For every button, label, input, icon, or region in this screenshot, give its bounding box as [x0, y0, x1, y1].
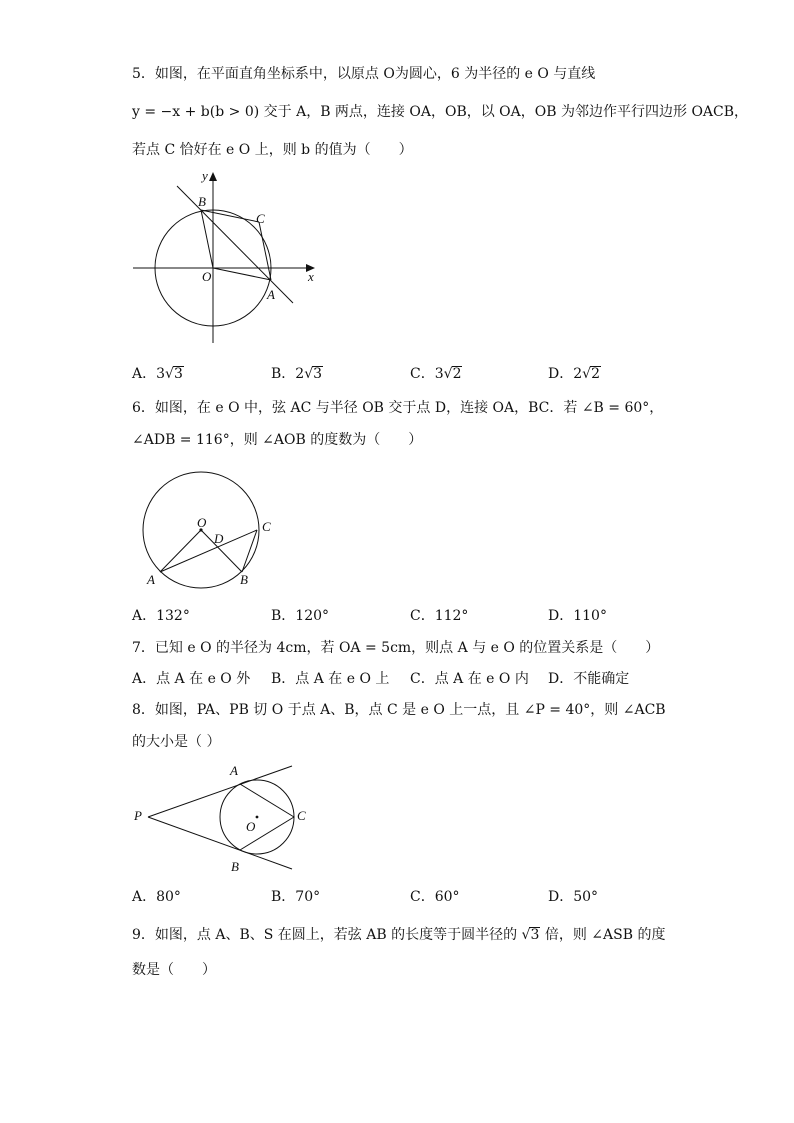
q5-line-1: 5．如图，在平面直角坐标系中，以原点 O为圆心，6 为半径的 e O 与直线 [132, 66, 596, 82]
q6-option-a: A．132° [132, 608, 190, 624]
q6-line-2: ∠ADB = 116°，则 ∠AOB 的度数为（ ） [132, 432, 423, 448]
q6-figure [135, 470, 285, 590]
q6-label-B: B [240, 572, 248, 587]
q5-label-B: B [198, 194, 206, 209]
q6-option-d: D．110° [548, 608, 607, 624]
q8-option-b: B．70° [271, 889, 321, 905]
q9-line-1: 9．如图，点 A、B、S 在圆上，若弦 AB 的长度等于圆半径的 √3 倍，则 ∠ASB 的度 [132, 927, 666, 943]
q5-label-C: C [256, 211, 265, 226]
q5-label-O: O [202, 269, 212, 284]
q7-option-c: C．点 A 在 e O 内 [410, 671, 529, 687]
q6-line-1: 6．如图，在 e O 中，弦 AC 与半径 OB 交于点 D，连接 OA，BC．若 ∠B = 60°， [132, 400, 664, 416]
q5-option-b: B．2√3 [271, 366, 323, 382]
q6-label-O: O [197, 515, 207, 530]
q6-label-C: C [262, 519, 271, 534]
q8-line-1: 8．如图，PA、PB 切 O 于点 A、B，点 C 是 e O 上一点，且 ∠P = 40°，则 ∠ACB [132, 702, 666, 718]
q6-label-D: D [214, 531, 224, 546]
q8-figure [130, 760, 330, 880]
q5-option-d: D．2√2 [548, 366, 600, 382]
q5-option-a: A．3√3 [132, 366, 183, 382]
q5-figure [130, 168, 330, 348]
q5-label-x: x [308, 269, 314, 284]
q6-label-A: A [147, 572, 155, 587]
q8-label-O: O [246, 819, 256, 834]
q5-line-3: 若点 C 恰好在 e O 上，则 b 的值为（ ） [132, 142, 413, 158]
q8-label-P: P [134, 808, 142, 823]
q8-option-c: C．60° [410, 889, 460, 905]
q9-line-2: 数是（ ） [132, 962, 216, 978]
q8-label-B: B [231, 859, 239, 874]
q7-option-a: A．点 A 在 e O 外 [132, 671, 251, 687]
q5-line-2: y = −x + b(b > 0) 交于 A，B 两点，连接 OA，OB，以 OA，OB 为邻边作平行四边形 OACB， [132, 104, 749, 120]
q6-option-c: C．112° [410, 608, 469, 624]
q8-option-a: A．80° [132, 889, 181, 905]
q7-option-b: B．点 A 在 e O 上 [271, 671, 390, 687]
q5-label-y: y [202, 168, 208, 183]
q7-option-d: D．不能确定 [548, 671, 630, 687]
q8-label-A: A [230, 763, 238, 778]
q7-line-1: 7．已知 e O 的半径为 4cm，若 OA = 5cm，则点 A 与 e O 的位置关系是（ ） [132, 640, 660, 656]
q8-option-d: D．50° [548, 889, 599, 905]
q8-line-2: 的大小是（ ） [132, 734, 221, 750]
q6-option-b: B．120° [271, 608, 330, 624]
q5-label-A: A [267, 287, 275, 302]
q8-label-C: C [297, 808, 306, 823]
q5-option-c: C．3√2 [410, 366, 462, 382]
